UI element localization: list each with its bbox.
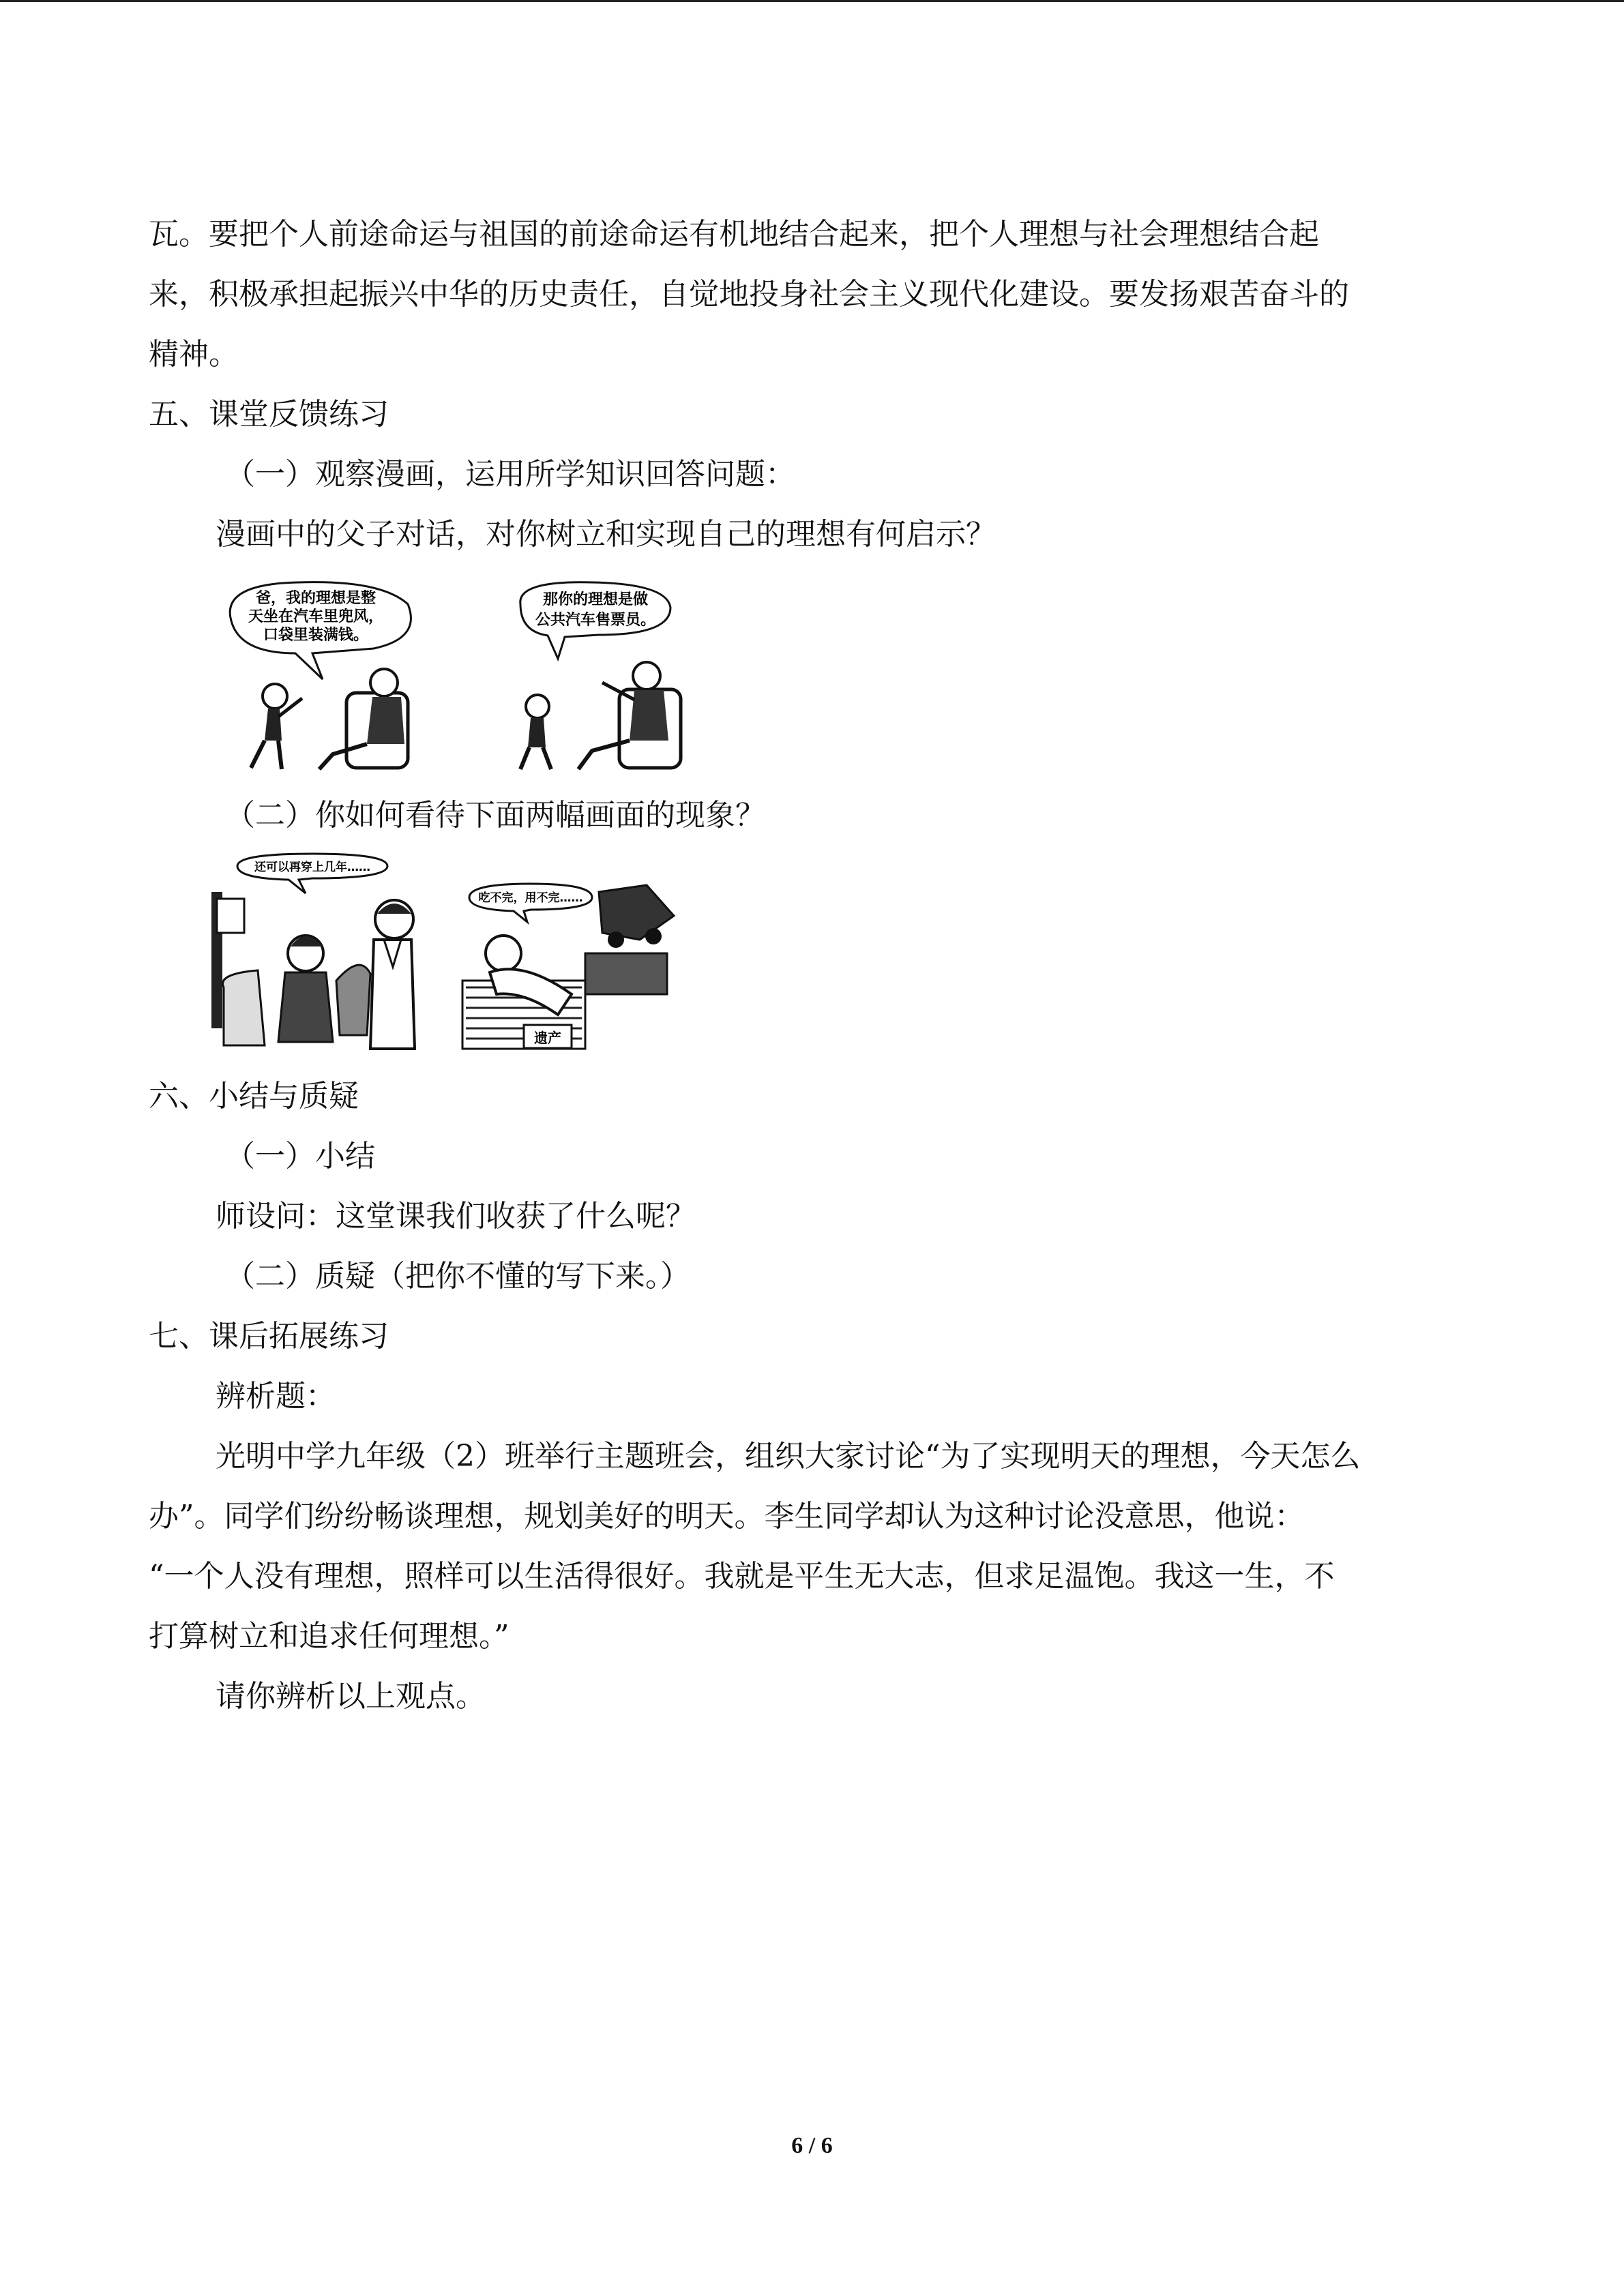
paragraph-line: “一个人没有理想，照样可以生活得很好。我就是平生无大志，但求足温饱。我这一生，不 <box>149 1559 1335 1594</box>
paragraph-line: 打算树立和追求任何理想。” <box>149 1619 510 1654</box>
teacher-question: 师设问：这堂课我们收获了什么呢？ <box>216 1199 696 1234</box>
bubble-text-line: 天坐在汽车里兜风， <box>248 608 384 625</box>
analysis-label: 辨析题： <box>216 1379 336 1414</box>
bubble-text-line: 那你的理想是做 <box>542 591 649 608</box>
question-1-text: 漫画中的父子对话，对你树立和实现自己的理想有何启示？ <box>216 517 996 552</box>
instruction-line: 请你辨析以上观点。 <box>216 1679 486 1714</box>
bubble-text-line: 公共汽车售票员。 <box>535 612 656 629</box>
question-2-title: （二）你如何看待下面两幅画面的现象？ <box>225 798 765 833</box>
cartoon-panel-heir <box>462 884 674 1049</box>
page-top-border <box>0 0 1624 2</box>
section-heading-5: 五、课堂反馈练习 <box>149 397 389 432</box>
page-number: 6 / 6 <box>791 2133 833 2158</box>
cartoon-panel-right <box>520 582 681 769</box>
section-heading-7: 七、课后拓展练习 <box>149 1319 389 1354</box>
document-body <box>149 205 1486 1727</box>
bubble-text-line: 口袋里装满钱。 <box>263 627 369 644</box>
paragraph-line: 办”。同学们纷纷畅谈理想，规划美好的明天。李生同学却认为这种讨论没意思，他说： <box>149 1499 1305 1534</box>
text-line: 瓦。要把个人前途命运与祖国的前途命运有机地结合起来，把个人理想与社会理想结合起 <box>149 217 1319 252</box>
question-1-title: （一）观察漫画，运用所学知识回答问题： <box>225 457 795 492</box>
cartoon-frugality-vs-waste <box>203 851 681 1057</box>
paragraph-line: 光明中学九年级（2）班举行主题班会，组织大家讨论“为了实现明天的理想，今天怎么 <box>216 1439 1361 1474</box>
bubble-text-line: 爸，我的理想是整 <box>255 590 377 607</box>
bubble-text: 还可以再穿上几年…… <box>254 861 370 874</box>
section-heading-6: 六、小结与质疑 <box>149 1079 359 1114</box>
text-line: 来，积极承担起振兴中华的历史责任，自觉地投身社会主义现代化建设。要发扬艰苦奋斗的 <box>149 277 1349 312</box>
cartoon-panel-couple <box>211 854 415 1049</box>
doubt-subheading: （二）质疑（把你不懂的写下来。） <box>225 1259 690 1294</box>
summary-subheading: （一）小结 <box>225 1139 375 1174</box>
cartoon-panel-left <box>230 582 411 769</box>
bubble-text: 吃不完，用不完…… <box>478 891 583 905</box>
cartoon-father-son <box>210 577 715 776</box>
text-line: 精神。 <box>149 337 239 372</box>
box-label: 遗产 <box>534 1030 561 1046</box>
